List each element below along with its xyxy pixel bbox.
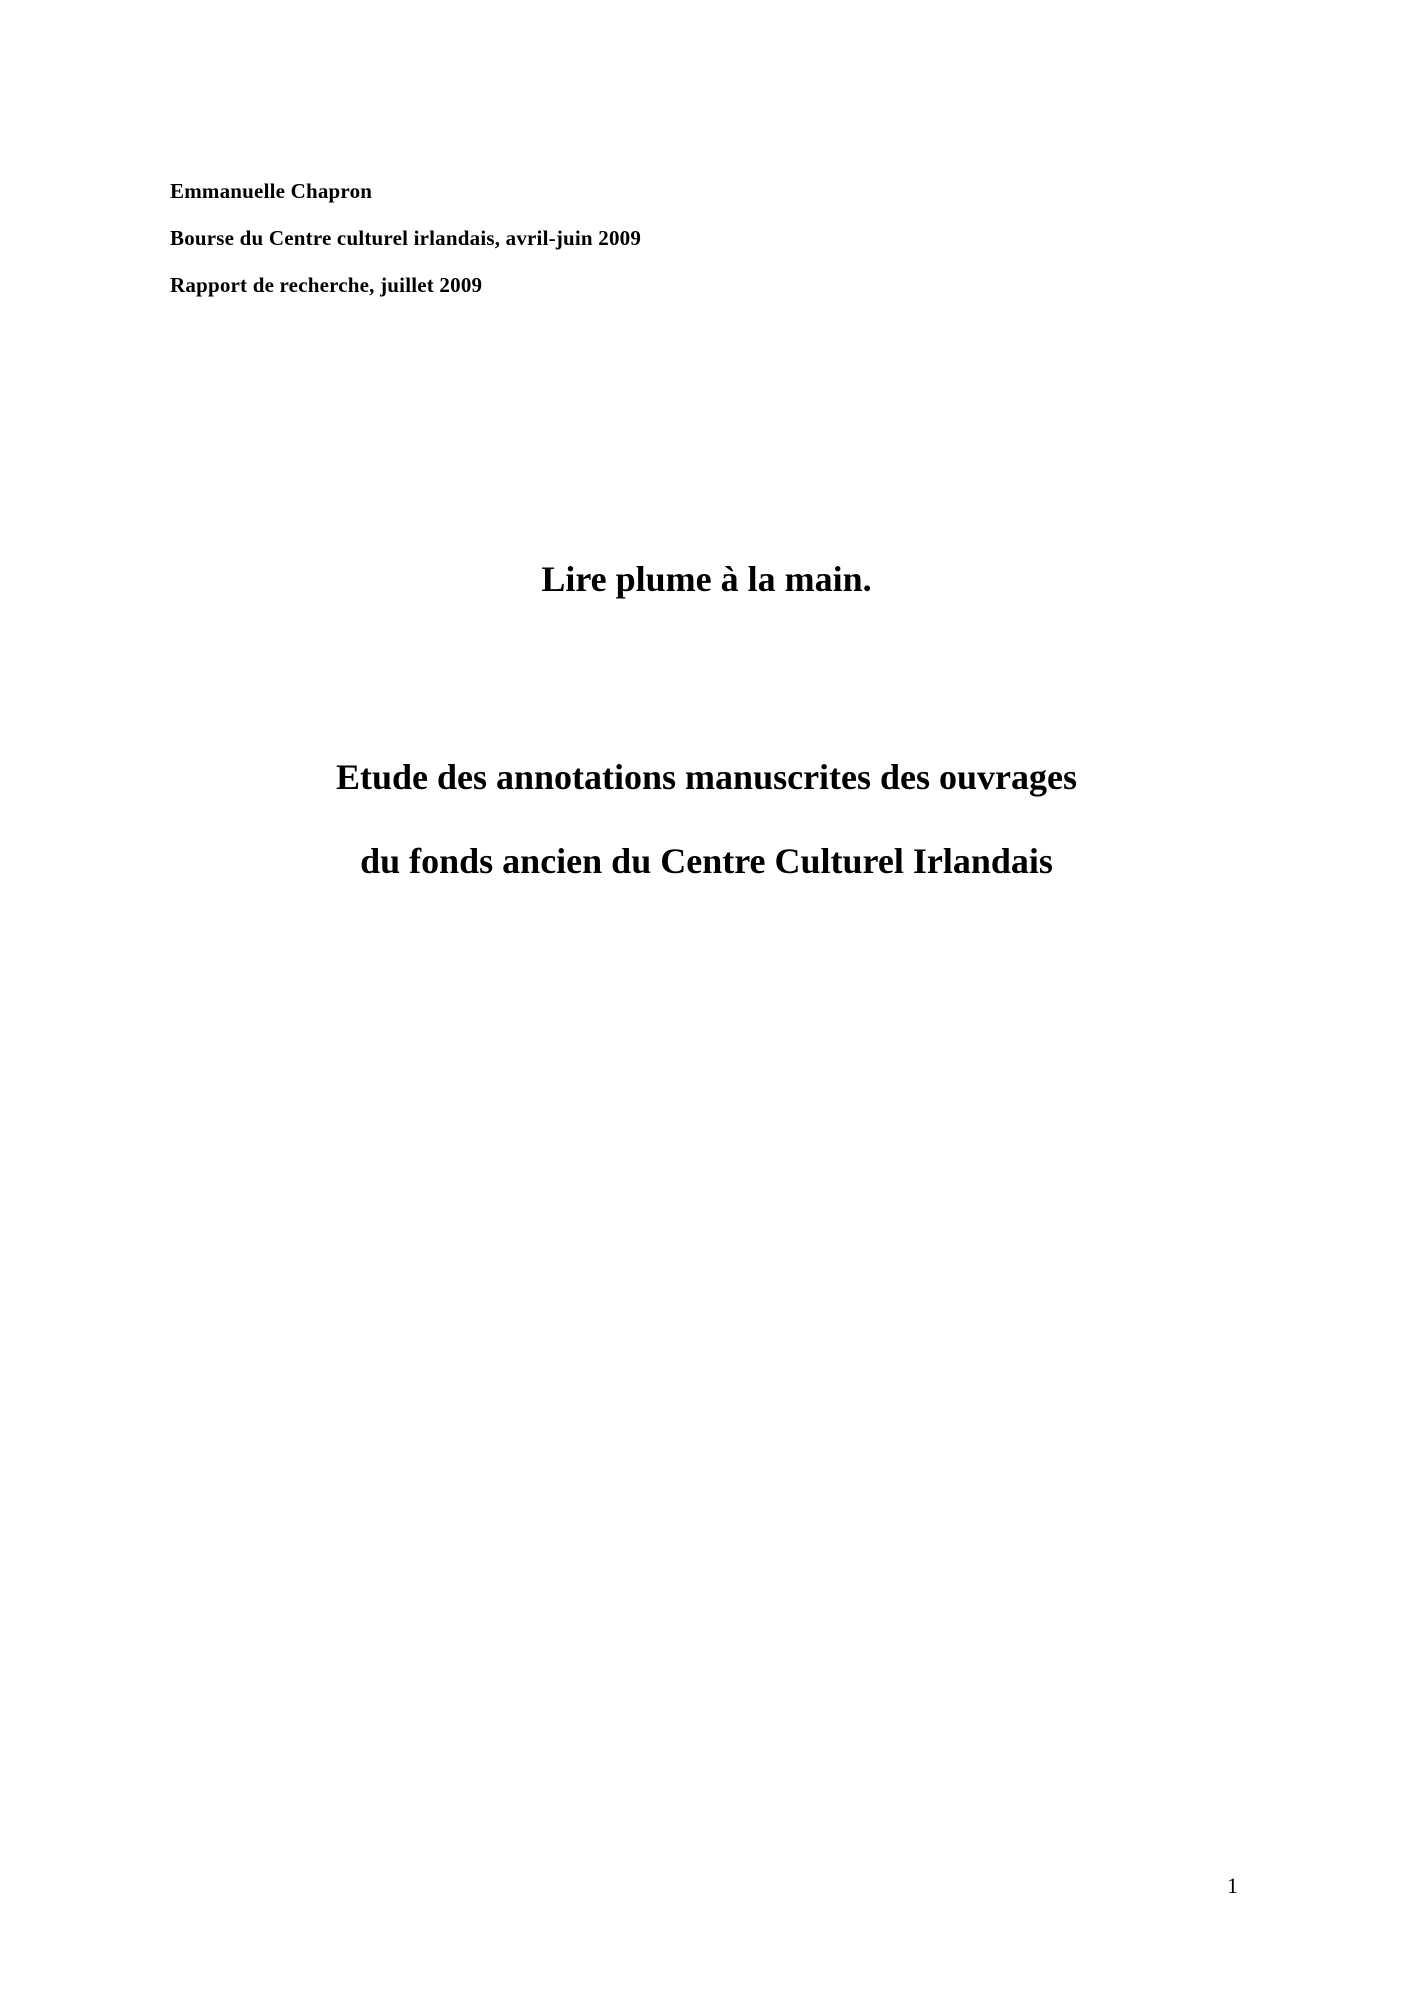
report-line: Rapport de recherche, juillet 2009 (170, 273, 483, 297)
grant-line: Bourse du Centre culturel irlandais, avril-juin 2009 (170, 226, 642, 250)
page-subtitle (0, 735, 1413, 903)
page-number: 1 (1227, 1873, 1238, 1898)
page-title (0, 555, 1413, 603)
subtitle-line-1: Etude des annotations manuscrites des ouvrages (335, 757, 1078, 797)
header-block (170, 168, 1070, 309)
main-title-text: Lire plume à la main. (541, 559, 872, 599)
author-line: Emmanuelle Chapron (170, 179, 373, 203)
subtitle-line-2: du fonds ancien du Centre Culturel Irlandais (360, 841, 1053, 881)
